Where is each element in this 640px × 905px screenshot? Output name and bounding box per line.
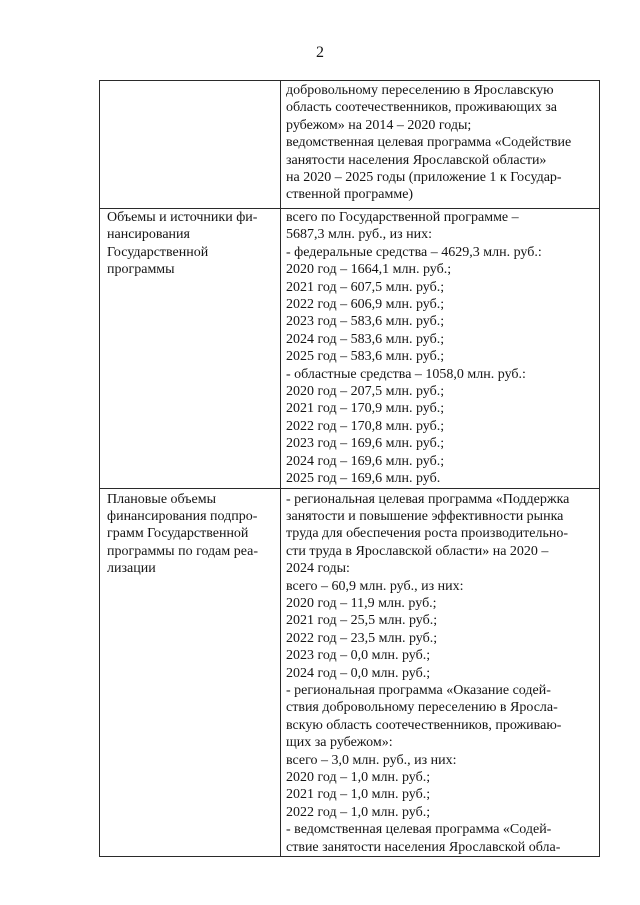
label-line: Плановые объемы — [107, 491, 217, 507]
content-line: 2020 год – 11,9 млн. руб.; — [286, 595, 437, 611]
content-line: труда для обеспечения роста производительно- — [286, 526, 569, 542]
content-line: 2020 год – 1,0 млн. руб.; — [286, 770, 431, 785]
content-line: 2022 год – 170,8 млн. руб.; — [286, 418, 445, 434]
content-line: занятости населения Ярославской области» — [286, 152, 547, 168]
content-line: 2025 год – 169,6 млн. руб. — [286, 471, 441, 487]
label-line: нансирования — [107, 227, 190, 243]
passport-table — [99, 80, 600, 857]
content-line: всего – 60,9 млн. руб., из них: — [286, 578, 464, 594]
content-line: - региональная программа «Оказание содей- — [286, 682, 551, 698]
content-line: 2021 год – 25,5 млн. руб.; — [286, 613, 438, 629]
content-line: 2022 год – 1,0 млн. руб.; — [286, 804, 431, 820]
row-label — [100, 81, 281, 209]
content-line: 5687,3 млн. руб., из них: — [286, 227, 432, 243]
label-line: Государственной — [107, 244, 209, 260]
label-line: Объемы и источники фи- — [107, 210, 258, 225]
content-line: 2021 год – 170,9 млн. руб.; — [286, 401, 445, 417]
content-line: ствие занятости населения Ярославской обла- — [286, 839, 561, 855]
label-line: грамм Государственной — [107, 526, 249, 542]
content-line: добровольному переселению в Ярославскую — [286, 83, 554, 98]
content-line: 2024 год – 0,0 млн. руб.; — [286, 665, 431, 681]
content-line: 2024 годы: — [286, 561, 350, 577]
table-row — [100, 81, 600, 209]
content-line: - областные средства – 1058,0 млн. руб.: — [286, 366, 526, 382]
content-line: - региональная целевая программа «Поддержка — [286, 491, 570, 507]
content-line: щих за рубежом»: — [286, 735, 393, 751]
content-line: ственной программе) — [286, 187, 414, 203]
content-line: вскую область соотечественников, проживаю- — [286, 717, 562, 733]
content-line: занятости и повышение эффективности рынка — [286, 508, 564, 524]
row-label — [100, 488, 281, 857]
label-line: финансирования подпро- — [107, 508, 258, 524]
content-line: всего – 3,0 млн. руб., из них: — [286, 752, 457, 768]
content-line: на 2020 – 2025 годы (приложение 1 к Государ- — [286, 170, 562, 186]
label-line: лизации — [107, 561, 156, 577]
content-line: 2024 год – 583,6 млн. руб.; — [286, 331, 445, 347]
row-content — [281, 488, 600, 857]
content-line: 2023 год – 583,6 млн. руб.; — [286, 314, 445, 330]
content-line: 2022 год – 23,5 млн. руб.; — [286, 630, 438, 646]
content-line: - федеральные средства – 4629,3 млн. руб.: — [286, 244, 542, 260]
content-line: рубежом» на 2014 – 2020 годы; — [286, 117, 472, 133]
row-content — [281, 209, 600, 489]
content-line: 2023 год – 0,0 млн. руб.; — [286, 648, 431, 664]
content-line: - ведомственная целевая программа «Содей- — [286, 822, 552, 838]
content-line: ведомственная целевая программа «Содействие — [286, 135, 572, 151]
content-line: 2020 год – 207,5 млн. руб.; — [286, 384, 445, 400]
label-line: программы по годам реа- — [107, 543, 259, 559]
label-line: программы — [107, 262, 175, 278]
content-line: 2023 год – 169,6 млн. руб.; — [286, 436, 445, 452]
content-line: ствия добровольному переселению в Яросла- — [286, 700, 558, 716]
table-row — [100, 209, 600, 489]
content-line: 2020 год – 1664,1 млн. руб.; — [286, 262, 452, 278]
row-content — [281, 81, 600, 209]
row-label — [100, 209, 281, 489]
content-line: 2022 год – 606,9 млн. руб.; — [286, 297, 445, 313]
page-number: 2 — [316, 44, 324, 61]
content-line: 2021 год – 1,0 млн. руб.; — [286, 787, 431, 803]
content-line: область соотечественников, проживающих за — [286, 100, 557, 116]
content-line: 2025 год – 583,6 млн. руб.; — [286, 349, 445, 365]
content-line: 2021 год – 607,5 млн. руб.; — [286, 279, 445, 295]
content-line: сти труда в Ярославской области» на 2020 – — [286, 543, 549, 559]
table-row — [100, 488, 600, 857]
content-line: 2024 год – 169,6 млн. руб.; — [286, 453, 445, 469]
content-line: всего по Государственной программе – — [286, 210, 519, 225]
